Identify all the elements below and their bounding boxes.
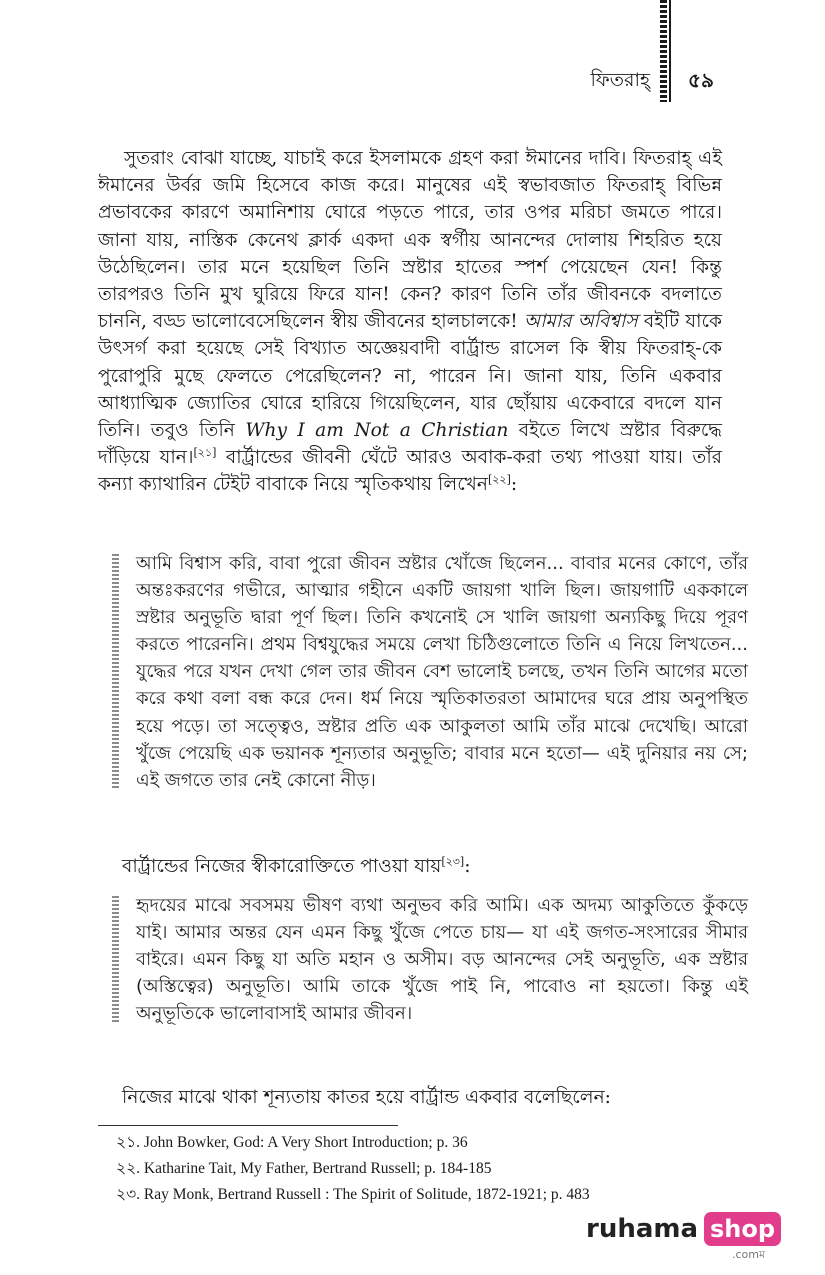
paragraph-1-colon: : — [510, 474, 518, 496]
paragraph-1-part-d: বার্ট্রান্ডের জীবনী ঘেঁটে আরও অবাক-করা তথ্য পাওয়া যায়। তাঁর কন্যা ক্যাথারিন টেইট বাবাকে নিয়ে স্মৃতিকথায় লিখেন — [98, 447, 722, 496]
lead-2-text: বার্ট্রান্ডের নিজের স্বীকারোক্তিতে পাওয়া যায় — [122, 856, 442, 877]
footnote-21: ২১. John Bowker, God: A Very Short Introduction; p. 36 — [116, 1134, 468, 1151]
paragraph-1 — [98, 145, 722, 499]
page-number: ৫৯ — [688, 68, 714, 92]
header-divider — [660, 0, 667, 102]
logo-name: ruhama — [586, 1214, 699, 1244]
blockquote-katharine-tait — [112, 550, 748, 794]
quote-bar — [112, 554, 119, 790]
book-title-why-i-am-not-a-christian: Why I am Not a Christian — [245, 420, 509, 442]
footnote-ref-23[interactable]: [২৩] — [441, 854, 465, 868]
header-divider-thin — [669, 0, 671, 102]
running-title: ফিতরাহ্ — [590, 69, 650, 91]
page-header — [0, 0, 825, 110]
lead-2-colon: : — [464, 856, 471, 877]
paragraph-1-part-b: বইটি যাকে উৎসর্গ করা হয়েছে সেই বিখ্যাত অজ্ঞেয়বাদী বার্ট্রান্ড রাসেল কি স্বীয় ফিতরাহ্-কে পুরোপুরি মুছে ফেলতে পেরেছিলেন? না, পারেন নি। জানা যায়, তিনি একবার আধ্যাত্মিক জ্যোতির ঘোরে হারিয়ে গিয়েছিলেন, যার ছোঁয়ায় একেবারে বদলে যান তিনি। তবুও তিনি — [98, 311, 722, 442]
paragraph-1-part-a: সুতরাং বোঝা যাচ্ছে, যাচাই করে ইসলামকে গ্রহণ করা ঈমানের দাবি। ফিতরাহ্ এই ঈমানের উর্বর জমি হিসেবে কাজ করে। মানুষের এই স্বভাবজাত ফিতরাহ্ বিভিন্ন প্রভাবকের কারণে অমানিশায় ঘোরে পড়তে পারে, তার ওপর মরিচা জমতে পারে। জানা যায়, নাস্তিক কেনেথ ক্লার্ক একদা এক স্বর্গীয় আনন্দের দোলায় শিহরিত হয়ে উঠেছিলেন। তার মনে হয়েছিল তিনি স্রষ্টার হাতের স্পর্শ পেয়েছেন যেন! কিন্তু তারপরও তিনি মুখ ঘুরিয়ে ফিরে যান! কেন? কারণ তিনি তাঁর জীবনকে বদলাতে চাননি, বড্ড ভালোবেসেছিলেন স্বীয় জীবনের হালচালকে! — [98, 148, 722, 333]
blockquote-russell — [112, 892, 748, 1027]
lead-line-closing: নিজের মাঝে থাকা শূন্যতায় কাতর হয়ে বার্ট্রান্ড একবার বলেছিলেন: — [122, 1087, 611, 1108]
footnote-ref-22[interactable]: [২২] — [487, 473, 511, 487]
ruhamashop-logo — [586, 1212, 786, 1260]
book-title-amar-obishwas: আমার অবিশ্বাস — [523, 311, 638, 333]
paragraph-1-part-c: বইতে লিখে স্রষ্টার বিরুদ্ধে দাঁড়িয়ে যান। — [98, 420, 722, 469]
lead-line-confession — [122, 853, 722, 880]
quote-1-text: আমি বিশ্বাস করি, বাবা পুরো জীবন স্রষ্টার খোঁজে ছিলেন... বাবার মনের কোণে, তাঁর অন্তঃকরণের গভীরে, আত্মার গহীনে একটি জায়গা খালি ছিল। জায়গাটি এককালে স্রষ্টার অনুভূতি দ্বারা পূর্ণ ছিল। তিনি কখনোই সে খালি জায়গা অন্যকিছু দিয়ে পূরণ করতে পারেননি। প্রথম বিশ্বযুদ্ধের সময়ে লেখা চিঠিগুলোতে তিনি এ নিয়ে লিখতেন... যুদ্ধের পরে যখন দেখা গেল তার জীবন বেশ ভালোই চলছে, তখন তিনি আগের মতো করে কথা বলা বন্ধ করে দেন। ধর্ম নিয়ে স্মৃতিকাতরতা আমাদের ঘরে প্রায় অনুপস্থিত হয়ে পড়ে। তা সত্ত্বেও, স্রষ্টার প্রতি এক আকুলতা আমি তাঁর মাঝে দেখেছি। আরো খুঁজে পেয়েছি এক ভয়ানক শূন্যতার অনুভূতি; বাবার মনে হতো— এই দুনিয়ার নয় সে; এই জগতে তার নেই কোনো নীড়। — [136, 553, 748, 791]
footnote-23: ২৩. Ray Monk, Bertrand Russell : The Spirit of Solitude, 1872-1921; p. 483 — [116, 1186, 590, 1203]
footnote-22: ২২. Katharine Tait, My Father, Bertrand Russell; p. 184-185 — [116, 1160, 492, 1177]
logo-shop-badge: shop — [704, 1212, 781, 1246]
footnotes — [116, 1130, 736, 1208]
footnote-divider — [98, 1125, 398, 1126]
logo-domain: .comম — [732, 1248, 766, 1261]
quote-2-text: হৃদয়ের মাঝে সবসময় ভীষণ ব্যথা অনুভব করি আমি। এক অদম্য আকুতিতে কুঁকড়ে যাই। আমার অন্তর যেন এমন কিছু খুঁজে পেতে চায়— যা এই জগত-সংসারের সীমার বাইরে। এমন কিছু যা অতি মহান ও অসীম। বড় আনন্দের সেই অনুভূতি, এক স্রষ্টার (অস্তিত্বের) অনুভূতি। আমি তাকে খুঁজে পাই নি, পাবোও না হয়তো। কিন্তু এই অনুভূতিকে ভালোবাসাই আমার জীবন। — [136, 895, 748, 1025]
quote-bar — [112, 896, 119, 1023]
main-paragraph — [98, 145, 722, 499]
footnote-ref-21[interactable]: [২১] — [193, 446, 217, 460]
